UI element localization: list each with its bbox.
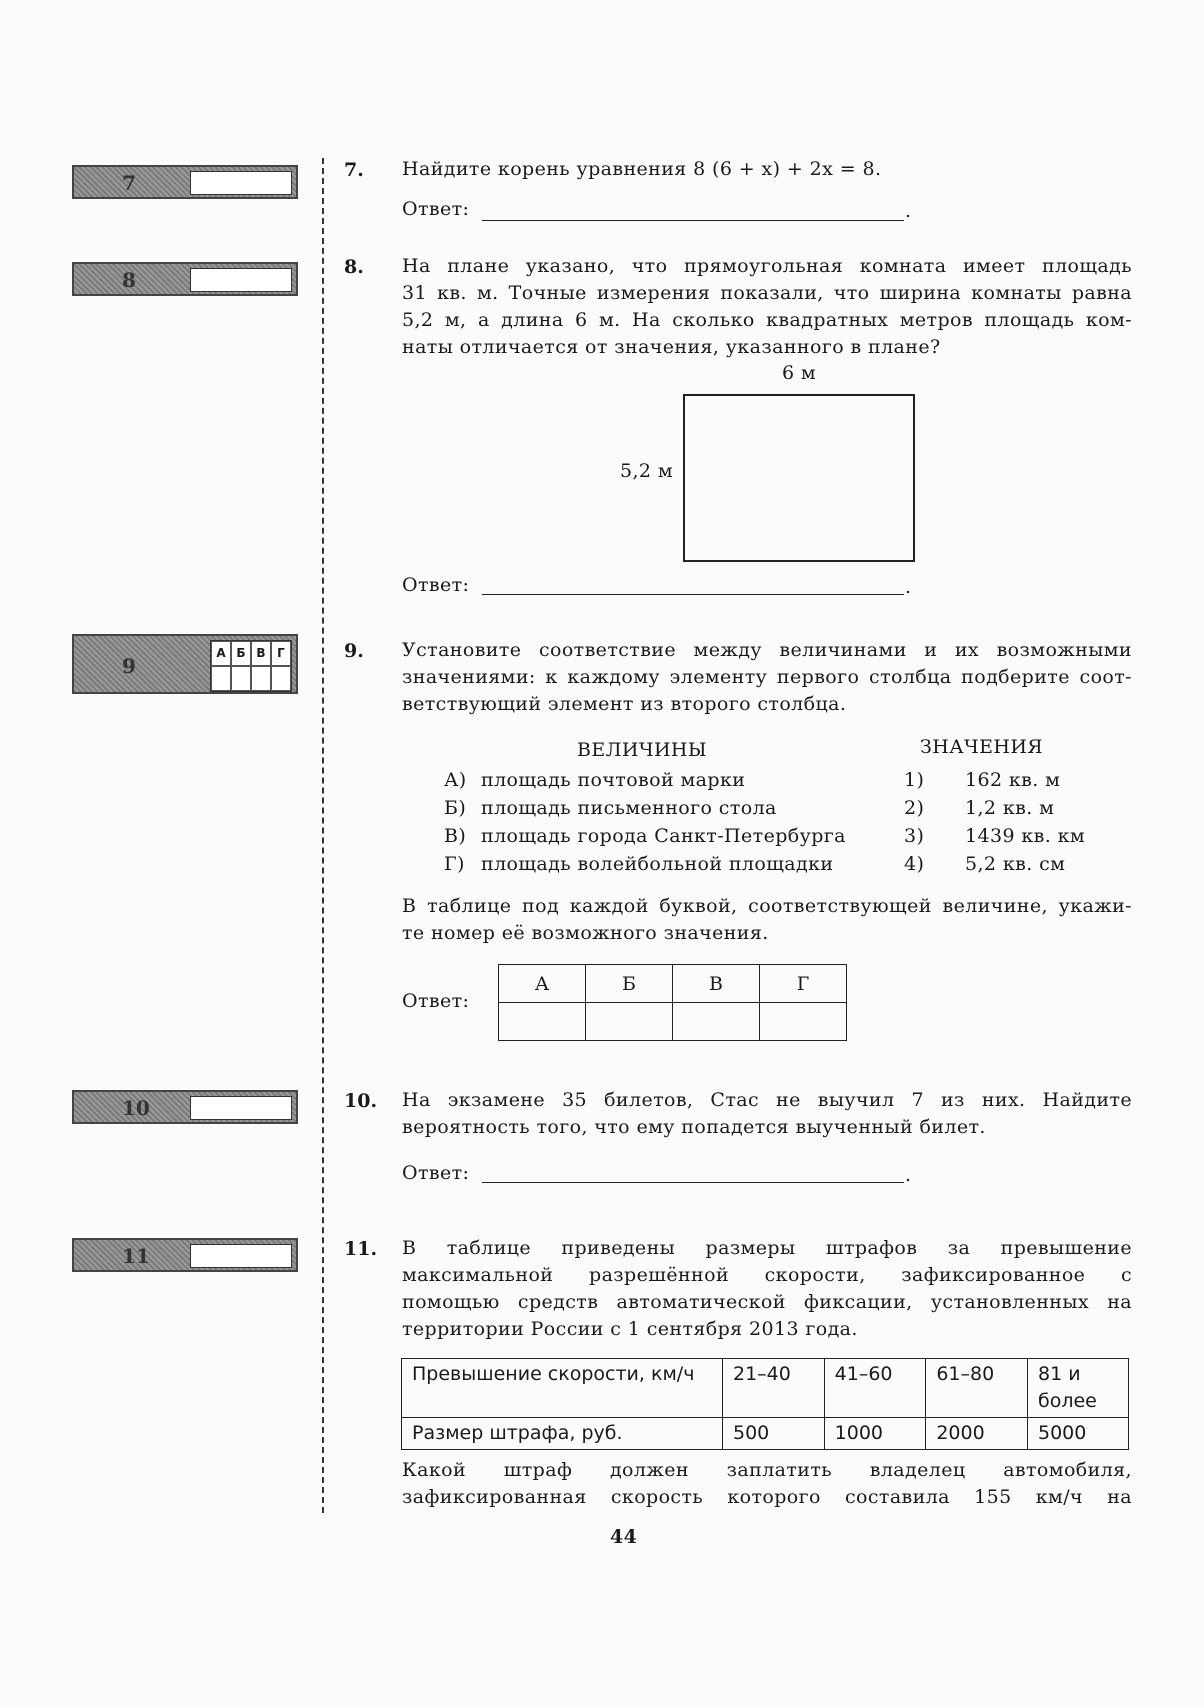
table-cell: Превышение скорости, км/ч: [402, 1359, 723, 1418]
answer-table-header: В: [673, 965, 760, 1003]
question-9-line-3: ветствующий элемент из второго столбца.: [402, 693, 847, 715]
question-8-line-4: наты отличается от значения, указанного в плане?: [402, 336, 941, 358]
value-number: 4): [904, 853, 925, 875]
answer-grid-9[interactable]: [210, 640, 292, 692]
question-8-line-1: На плане указано, что прямоугольная комната имеет площадь: [402, 255, 1132, 277]
item-letter: В): [444, 825, 467, 847]
question-8-line-2: 31 кв. м. Точные измерения показали, что ширина комнаты равна: [402, 282, 1132, 304]
answer-table-9: [498, 964, 847, 1041]
answer-table-cell[interactable]: [673, 1003, 760, 1041]
answer-label-7: Ответ:: [402, 198, 470, 220]
value-text: 5,2 кв. см: [965, 853, 1066, 875]
cut-line: [322, 158, 324, 1513]
grid-letter: Б: [231, 641, 251, 666]
answer-field-box[interactable]: [190, 1244, 292, 1268]
period: .: [905, 200, 912, 222]
table-cell: 61–80: [926, 1359, 1028, 1418]
answer-table-header: Г: [760, 965, 847, 1003]
answer-label-8: Ответ:: [402, 574, 470, 596]
table-row: [402, 1418, 1129, 1450]
answer-table-header: Б: [586, 965, 673, 1003]
table-cell: 1000: [824, 1418, 926, 1450]
room-length-label: 6 м: [782, 362, 817, 384]
answer-label-10: Ответ:: [402, 1162, 470, 1184]
column-header-quantities: ВЕЛИЧИНЫ: [577, 739, 707, 761]
value-number: 3): [904, 825, 925, 847]
table-cell: 41–60: [824, 1359, 926, 1418]
page-number: 44: [610, 1526, 638, 1548]
answer-field-box[interactable]: [190, 1096, 292, 1120]
answer-field-10[interactable]: [72, 1090, 298, 1124]
value-text: 1439 кв. км: [965, 825, 1086, 847]
question-11-line-2: максимальной разрешённой скорости, зафиксированное с: [402, 1264, 1132, 1286]
value-number: 2): [904, 797, 925, 819]
field-number: 7: [122, 171, 136, 195]
room-rectangle: [683, 394, 915, 562]
answer-field-7[interactable]: [72, 165, 298, 199]
answer-line-10[interactable]: [482, 1182, 904, 1183]
item-letter: Б): [444, 797, 467, 819]
instruction-line-1: В таблице под каждой буквой, соответствующей величине, укажи-: [402, 895, 1132, 917]
grid-cell[interactable]: [271, 666, 291, 691]
question-9-line-2: значениями: к каждому элементу первого столбца подберите соот-: [402, 666, 1132, 688]
value-text: 1,2 кв. м: [965, 797, 1055, 819]
question-9-line-1: Установите соответствие между величинами и их возможными: [402, 639, 1132, 661]
grid-letter: А: [211, 641, 231, 666]
question-11-after-line-1: Какой штраф должен заплатить владелец автомобиля,: [402, 1459, 1132, 1481]
question-8-number: 8.: [344, 256, 364, 278]
value-number: 1): [904, 769, 925, 791]
field-number: 9: [122, 654, 136, 678]
answer-line-8[interactable]: [482, 594, 904, 595]
question-7-number: 7.: [344, 159, 364, 181]
question-10-number: 10.: [344, 1090, 378, 1112]
answer-table-cell[interactable]: [586, 1003, 673, 1041]
fines-table: [401, 1358, 1129, 1450]
question-11-line-1: В таблице приведены размеры штрафов за превышение: [402, 1237, 1132, 1259]
question-11-after-line-2: зафиксированная скорость которого составила 155 км/ч на: [402, 1486, 1132, 1508]
grid-cell[interactable]: [231, 666, 251, 691]
question-10-line-1: На экзамене 35 билетов, Стас не выучил 7 из них. Найдите: [402, 1089, 1132, 1111]
question-9-number: 9.: [344, 640, 364, 662]
answer-field-box[interactable]: [190, 171, 292, 195]
table-row: [402, 1359, 1129, 1418]
table-cell: 81 и более: [1028, 1359, 1129, 1418]
answer-label-9: Ответ:: [402, 990, 470, 1012]
answer-table-cell[interactable]: [760, 1003, 847, 1041]
field-number: 8: [122, 268, 136, 292]
answer-line-7[interactable]: [482, 220, 904, 221]
item-text: площадь почтовой марки: [481, 769, 746, 791]
instruction-line-2: те номер её возможного значения.: [402, 922, 769, 944]
question-7-text: Найдите корень уравнения 8 (6 + x) + 2x = 8.: [402, 158, 882, 180]
item-letter: Г): [444, 853, 465, 875]
item-text: площадь письменного стола: [481, 797, 777, 819]
table-cell: 21–40: [723, 1359, 825, 1418]
question-10-line-2: вероятность того, что ему попадется выученный билет.: [402, 1116, 986, 1138]
grid-cell[interactable]: [251, 666, 271, 691]
table-cell: 500: [723, 1418, 825, 1450]
answer-field-9[interactable]: [72, 634, 298, 694]
answer-field-box[interactable]: [190, 268, 292, 292]
question-11-number: 11.: [344, 1238, 378, 1260]
question-11-line-4: территории России с 1 сентября 2013 года.: [402, 1318, 858, 1340]
field-number: 10: [122, 1096, 150, 1120]
question-11-line-3: помощью средств автоматической фиксации, установленных на: [402, 1291, 1132, 1313]
table-cell: Размер штрафа, руб.: [402, 1418, 723, 1450]
column-header-values: ЗНАЧЕНИЯ: [920, 736, 1044, 758]
answer-table-cell[interactable]: [499, 1003, 586, 1041]
field-number: 11: [122, 1244, 150, 1268]
table-cell: 5000: [1028, 1418, 1129, 1450]
answer-field-8[interactable]: [72, 262, 298, 296]
item-letter: А): [444, 769, 467, 791]
room-width-label: 5,2 м: [620, 460, 674, 482]
question-8-line-3: 5,2 м, а длина 6 м. На сколько квадратных метров площадь ком-: [402, 309, 1132, 331]
item-text: площадь города Санкт-Петербурга: [481, 825, 846, 847]
answer-table-header: А: [499, 965, 586, 1003]
grid-letter: Г: [271, 641, 291, 666]
grid-letter: В: [251, 641, 271, 666]
value-text: 162 кв. м: [965, 769, 1061, 791]
period: .: [905, 576, 912, 598]
table-cell: 2000: [926, 1418, 1028, 1450]
period: .: [905, 1164, 912, 1186]
answer-field-11[interactable]: [72, 1238, 298, 1272]
item-text: площадь волейбольной площадки: [481, 853, 834, 875]
grid-cell[interactable]: [211, 666, 231, 691]
